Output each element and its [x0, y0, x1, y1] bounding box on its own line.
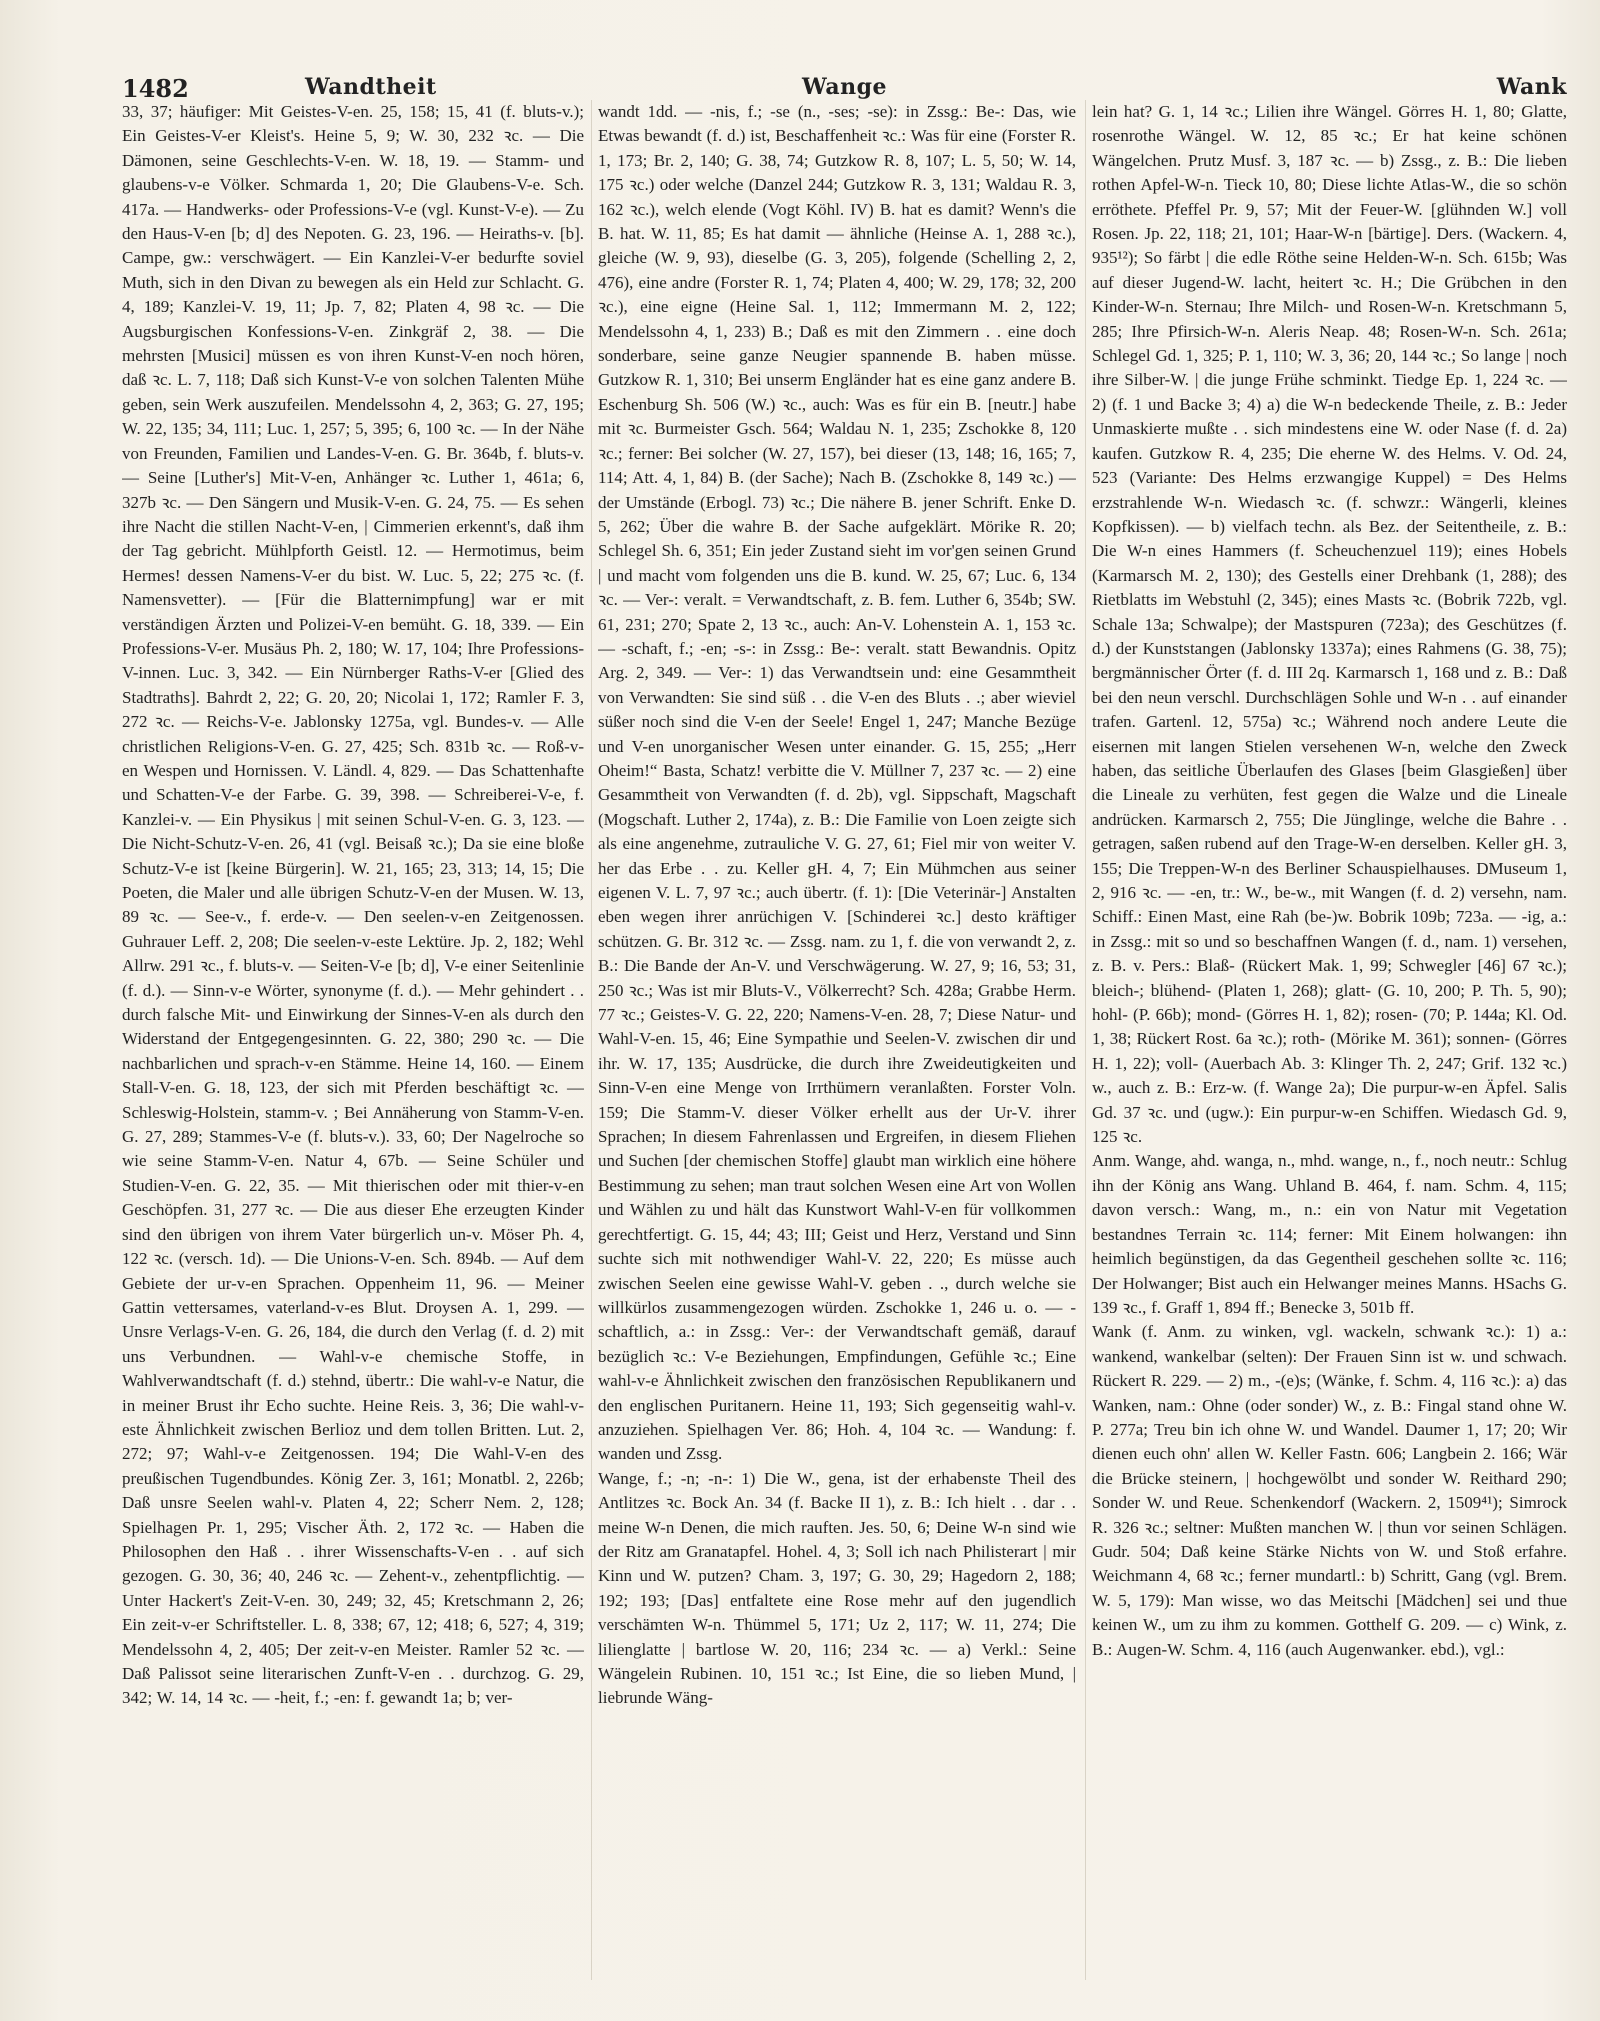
annotation-paragraph: Anm. Wange, ahd. wanga, n., mhd. wange, n., f., noch neutr.: Schlug ihn der König ans Wang. Uhland B. 464, f. nam. Schm. 4, 115; davon versch.: Wang, m., n.: ein von Natur mit Vegetation bestandnes Terrain ꝛc. 114; ferner: Mit Einem holwangen: ihn heimlich begünstigen, da das Gegentheil geschehen sollte ꝛc. 116; Der Holwanger; Bist auch ein Helwanger meines Manns. HSachs G. 139 ꝛc., f. Graff 1, 894 ff.; Benecke 3, 501b ff.: [1092, 1151, 1567, 1317]
text-column-1: [122, 100, 584, 2000]
text-column-3: [1092, 100, 1567, 2000]
entry-paragraph: 33, 37; häufiger: Mit Geistes-V-en. 25, 158; 15, 41 (f. bluts-v.); Ein Geistes-V-er Kleist's. Heine 5, 9; W. 30, 232 ꝛc. — Die Dämonen, seine Geschlechts-V-en. W. 18, 19. — Stamm- und glaubens-v-e Völker. Schmarda 1, 20; Die Glaubens-V-e. Sch. 417a. — Handwerks- oder Professions-V-e (vgl. Kunst-V-e). — Zu den Haus-V-en [b; d] des Nepoten. G. 23, 196. — Heiraths-v. [b]. Campe, gw.: verschwägert. — Ein Kanzlei-V-er bedurfte soviel Muth, sich in den Divan zu bewegen als ein Held zur Schlacht. G. 4, 189; Kanzlei-V. 19, 11; Jp. 7, 82; Platen 4, 98 ꝛc. — Die Augsburgischen Konfessions-V-en. Zinkgräf 2, 38. — Die mehrsten [Musici] müssen es von ihren Kunst-V-en noch hören, daß ꝛc. L. 7, 118; Daß sich Kunst-V-e von solchen Talenten Mühe geben, sein Werk auszufeilen. Mendelssohn 4, 2, 363; G. 27, 195; W. 22, 135; 34, 111; Luc. 1, 257; 5, 395; 6, 100 ꝛc. — In der Nähe von Freunden, Familien und Landes-V-en. G. Br. 364b, f. bluts-v. — Seine [Luther's] Mit-V-en, Anhänger ꝛc. Luther 1, 461a; 6, 327b ꝛc. — Den Sängern und Musik-V-en. G. 24, 75. — Es sehen ihre Nacht die stillen Nacht-V-en, | Cimmerien erkennt's, daß ihm der Tag gebricht. Mühlpforth Geistl. 12. — Hermotimus, beim Hermes! dessen Namens-V-er du bist. W. Luc. 5, 22; 275 ꝛc. (f. Namensvetter). — [Für die Blatternimpfung] war er mit verständigen Ärzten und Polizei-V-en bemüht. G. 18, 339. — Ein Professions-V-er. Musäus Ph. 2, 180; W. 17, 104; Ihre Professions-V-innen. Luc. 3, 342. — Ein Nürnberger Raths-V-er [Glied des Stadtraths]. Bahrdt 2, 22; G. 20, 20; Nicolai 1, 172; Ramler F. 3, 272 ꝛc. — Reichs-V-e. Jablonsky 1275a, vgl. Bundes-v. — Alle christlichen Religions-V-en. G. 27, 425; Sch. 831b ꝛc. — Roß-v-en Wespen und Hornissen. V. Ländl. 4, 829. — Das Schattenhafte und Schatten-V-e der Farbe. G. 39, 398. — Schreiberei-V-e, f. Kanzlei-v. — Ein Physikus | mit seinen Schul-V-en. G. 3, 123. — Die Nicht-Schutz-V-en. 26, 41 (vgl. Beisaß ꝛc.); Da sie eine bloße Schutz-V-e ist [keine Bürgerin]. W. 21, 165; 23, 313; 14, 15; Die Poeten, die Maler und alle übrigen Schutz-V-en der Musen. W. 13, 89 ꝛc. — See-v., f. erde-v. — Den seelen-v-en Zeitgenossen. Guhrauer Leff. 2, 208; Die seelen-v-este Lektüre. Jp. 2, 182; Wehl Allrw. 291 ꝛc., f. bluts-v. — Seiten-V-e [b; d], V-e einer Seitenlinie (f. d.). — Sinn-v-e Wörter, synonyme (f. d.). — Mehr gehindert . . durch falsche Mit- und Einwirkung der Sinnes-V-en als durch den Widerstand der Entgegengesinnten. G. 22, 380; 290 ꝛc. — Die nachbarlichen und sprach-v-en Stämme. Heine 14, 160. — Einem Stall-V-en. G. 18, 123, der sich mit Pferden beschäftigt ꝛc. — Schleswig-Holstein, stamm-v. ; Bei Annäherung von Stamm-V-en. G. 27, 289; Stammes-V-e (f. bluts-v.). 33, 60; Der Nagelroche so wie seine Stamm-V-en. Natur 4, 67b. — Seine Schüler und Studien-V-en. G. 22, 35. — Mit thierischen oder mit thier-v-en Geschöpfen. 31, 277 ꝛc. — Die aus dieser Ehe erzeugten Kinder sind den übrigen von ihrem Vater bürgerlich un-v. Möser Ph. 4, 122 ꝛc. (versch. 1d). — Die Unions-V-en. Sch. 894b. — Auf dem Gebiete der ur-v-en Sprachen. Oppenheim 11, 96. — Meiner Gattin vettersames, vaterland-v-es Blut. Droysen A. 1, 299. — Unsre Verlags-V-en. G. 26, 184, die durch den Verlag (f. d. 2) mit uns Verbundnen. — Wahl-v-e chemische Stoffe, in Wahlverwandtschaft (f. d.) stehnd, übertr.: Die wahl-v-e Natur, die in meiner Brust ihr Echo suchte. Heine Reis. 3, 36; Die wahl-v-este Ähnlichkeit zwischen Berlioz und dem tollen Britten. Lut. 2, 272; 97; Wahl-v-e Zeitgenossen. 194; Die Wahl-V-en des preußischen Tugendbundes. König Zer. 3, 161; Monatbl. 2, 226b; Daß unsre Seelen wahl-v. Platen 4, 22; Scherr Nem. 2, 128; Spielhagen Pr. 1, 295; Vischer Äth. 2, 172 ꝛc. — Haben die Philosophen den Haß . . ihrer Wissenschafts-V-en . . auf sich gezogen. G. 30, 36; 40, 246 ꝛc. — Zehent-v., zehentpflichtig. — Unter Hackert's Zeit-V-en. 30, 249; 32, 45; Kretschmann 2, 26; Ein zeit-v-er Schriftsteller. L. 8, 338; 67, 12; 418; 6, 527; 4, 319; Mendelssohn 4, 2, 405; Der zeit-v-en Meister. Ramler 52 ꝛc. — Daß Palissot seine literarischen Zunft-V-en . . durchzog. G. 29, 342; W. 14, 14 ꝛc. — -heit, f.; -en: f. gewandt 1a; b; ver-: [122, 102, 584, 1708]
guide-word-center: Wange: [802, 74, 887, 100]
page-header: [122, 62, 1567, 102]
entry-paragraph: lein hat? G. 1, 14 ꝛc.; Lilien ihre Wängel. Görres H. 1, 80; Glatte, rosenrothe Wängel. W. 12, 85 ꝛc.; Er hat keine schönen Wängelchen. Prutz Musf. 3, 187 ꝛc. — b) Zssg., z. B.: Die lieben rothen Apfel-W-n. Tieck 10, 80; Diese lichte Atlas-W., die so schön erröthete. Pfeffel Pr. 9, 57; Mit der Feuer-W. [glühnden W.] voll Rosen. Jp. 22, 118; 21, 101; Haar-W-n [bärtige]. Ders. (Wackern. 4, 935¹²); So färbt | die edle Röthe seine Helden-W-n. Sch. 615b; Was auf dieser Jugend-W. lacht, heitert ꝛc. H.; Die Grübchen in den Kinder-W-n. Sternau; Ihre Milch- und Rosen-W-n. Kretschmann 5, 285; Ihre Pfirsich-W-n. Aleris Neap. 48; Rosen-W-n. Sch. 261a; Schlegel Gd. 1, 325; P. 1, 110; W. 3, 36; 20, 144 ꝛc.; So lange | noch ihre Silber-W. | die junge Frühe schminkt. Tiedge Ep. 1, 224 ꝛc. — 2) (f. 1 und Backe 3; 4) a) die W-n bedeckende Theile, z. B.: Jeder Unmaskierte mußte . . sich mindestens eine W. oder Nase (f. d. 2a) kaufen. Gutzkow R. 4, 235; Die eherne W. des Helms. V. Od. 24, 523 (Variante: Des Helms erzwangige Kuppel) = Des Helms erzstrahlende W-n. Wiedasch ꝛc. (f. schwzr.: Wängerli, kleines Kopfkissen). — b) vielfach techn. als Bez. der Seitentheile, z. B.: Die W-n eines Hammers (f. Scheuchenzuel 119); eines Hobels (Karmarsch M. 2, 130); des Gestells einer Drehbank (1, 288); des Rietblatts im Webstuhl (2, 345); eines Masts ꝛc. (Bobrik 722b, vgl. Schale 13a; Schwalpe); der Mastspuren (723a); des Geschützes (f. d.) der Kunststangen (Jablonsky 1337a); eines Rahmens (G. 38, 75); bergmännischer Örter (f. d. III 2q. Karmarsch 1, 168 und z. B.: Daß bei den neun verschl. Durchschlägen Sohle und W-n . . auf einander trafen. Gartenl. 12, 575a) ꝛc.; Während noch andere Leute die eisernen mit langen Stielen versehenen W-n, welche den Zweck haben, das seitliche Überlaufen des Glases [beim Glasgießen] über die Lineale zu verhüten, fest gegen die Walze und die Lineale andrücken. Karmarsch 2, 755; Die Jünglinge, welche die Bahre . . getragen, saßen rubend auf den Trage-W-en derselben. Keller gH. 3, 155; Die Treppen-W-n des Berliner Schauspielhauses. DMuseum 1, 2, 916 ꝛc. — -en, tr.: W., be-w., mit Wangen (f. d. 2) versehn, nam. Schiff.: Einen Mast, eine Rah (be-)w. Bobrik 109b; 723a. — -ig, a.: in Zssg.: mit so und so beschaffnen Wangen (f. d., nam. 1) versehen, z. B. v. Pers.: Blaß- (Rückert Mak. 1, 99; Schwegler [46] 67 ꝛc.); bleich-; blühend- (Platen 1, 268); glatt- (G. 10, 200; P. Th. 5, 90); hohl- (P. 66b); mond- (Görres H. 1, 82); rosen- (70; P. 144a; Kl. Od. 1, 38; Rückert Rost. 6a ꝛc.); roth- (Mörike M. 361); sonnen- (Görres H. 1, 22); voll- (Auerbach Ab. 3: Klinger Th. 2, 247; Grif. 132 ꝛc.) w., auch z. B.: Erz-w. (f. Wange 2a); Die purpur-w-en Äpfel. Salis Gd. 37 ꝛc. und (ugw.): Ein purpur-w-en Schiffen. Wiedasch Gd. 9, 125 ꝛc.: [1092, 102, 1567, 1147]
entry-paragraph: wandt 1dd. — -nis, f.; -se (n., -ses; -se): in Zssg.: Be-: Das, wie Etwas bewandt (f. d.) ist, Beschaffenheit ꝛc.: Was für eine (Forster R. 1, 173; Br. 2, 140; G. 38, 74; Gutzkow R. 8, 107; L. 5, 50; W. 14, 175 ꝛc.) oder welche (Danzel 244; Gutzkow R. 3, 131; Waldau R. 3, 162 ꝛc.), welch elende (Vogt Köhl. IV) B. hat es damit? Wenn's die B. hat. W. 11, 85; Es hat damit — ähnliche (Heinse A. 1, 288 ꝛc.), gleiche (W. 9, 93), dieselbe (G. 3, 205), folgende (Schelling 2, 2, 476), eine andre (Forster R. 1, 74; Platen 4, 400; W. 29, 178; 32, 200 ꝛc.), eine eigne (Heine Sal. 1, 112; Immermann M. 2, 122; Mendelssohn 4, 1, 233) B.; Daß es mit den Zimmern . . eine doch sonderbare, seine ganze Neugier spannende B. haben müsse. Gutzkow R. 1, 310; Bei unserm Engländer hat es eine ganz andere B. Eschenburg Sh. 506 (W.) ꝛc., auch: Was es für ein B. [neutr.] habe mit ꝛc. Burmeister Gsch. 564; Waldau N. 1, 235; Zschokke 8, 120 ꝛc.; ferner: Bei solcher (W. 27, 157), bei dieser (13, 148; 16, 165; 7, 114; Att. 4, 1, 84) B. (der Sache); Nach B. (Zschokke 8, 149 ꝛc.) — der Umstände (Erbogl. 73) ꝛc.; Die nähere B. jener Schrift. Enke D. 5, 262; Über die wahre B. der Sache aufgeklärt. Mörike R. 20; Schlegel Sh. 6, 351; Ein jeder Zustand sieht im vor'gen seinen Grund | und macht vom folgenden uns die B. kund. W. 25, 67; Luc. 6, 134 ꝛc. — Ver-: veralt. = Verwandtschaft, z. B. fem. Luther 6, 354b; SW. 61, 231; 270; Spate 2, 13 ꝛc., auch: An-V. Lohenstein A. 1, 153 ꝛc. — -schaft, f.; -en; -s-: in Zssg.: Be-: veralt. statt Bewandnis. Opitz Arg. 2, 349. — Ver-: 1) das Verwandtsein und: eine Gesammtheit von Verwandten: Sie sind süß . . die V-en des Bluts . .; aber wieviel süßer noch sind die V-en der Seele! Engel 1, 247; Manche Bezüge und V-en unorganischer Wesen unter einander. G. 15, 255; „Herr Oheim!“ Basta, Schatz! verbitte die V. Müllner 7, 237 ꝛc. — 2) eine Gesammtheit von Verwandten (f. d. 2b), vgl. Sippschaft, Magschaft (Mogschaft. Luther 2, 174a), z. B.: Die Familie von Loen zeigte sich als eine angenehme, zutrauliche V. G. 27, 61; Fiel mir von weiter V. her das Erbe . . zu. Keller gH. 4, 7; Ein Mühmchen aus seiner eigenen V. L. 7, 97 ꝛc.; auch übertr. (f. 1): [Die Veterinär-] Anstalten eben wegen ihrer anrüchigen V. [Schinderei ꝛc.] desto kräftiger schützen. G. Br. 312 ꝛc. — Zssg. nam. zu 1, f. die von verwandt 2, z. B.: Die Bande der An-V. und Verschwägerung. W. 27, 9; 16, 53; 31, 250 ꝛc.; Was ist mir Bluts-V., Völkerrecht? Sch. 428a; Grabbe Herm. 77 ꝛc.; Geistes-V. G. 22, 220; Namens-V-en. 28, 7; Diese Natur- und Wahl-V-en. 15, 46; Eine Sympathie und Seelen-V. zwischen dir und ihr. W. 17, 135; Ausdrücke, die durch ihre Zweideutigkeiten und Sinn-V-en eine Menge von Irrthümern veranlaßten. Forster Voln. 159; Die Stamm-V. dieser Völker erhellt aus der Ur-V. ihrer Sprachen; In diesem Fahrenlassen und Ergreifen, in diesem Fliehen und Suchen [der chemischen Stoffe] glaubt man wirklich eine höhere Bestimmung zu sehen; man traut solchen Wesen eine Art von Wollen und Wählen zu und hält das Kunstwort Wahl-V-en für vollkommen gerechtfertigt. G. 15, 44; 43; III; Geist und Herz, Verstand und Sinn suchte sich mit nothwendiger Wahl-V. 22, 220; Es müsse auch zwischen Seelen eine gewisse Wahl-V. geben . ., durch welche sie willkürlos zusammengezogen würden. Zschokke 1, 246 u. o. — -schaftlich, a.: in Zssg.: Ver-: der Verwandtschaft gemäß, darauf bezüglich ꝛc.: V-e Beziehungen, Empfindungen, Gefühle ꝛc.; Eine wahl-v-e Ähnlichkeit zwischen den französischen Republikanern und den englischen Puritanern. Heine 11, 193; Sich gegenseitig wahl-v. anzuziehen. Spielhagen Ver. 86; Hoh. 4, 104 ꝛc. — Wandung: f. wanden und Zssg.: [598, 102, 1076, 1464]
entry-paragraph-wange: Wange, f.; -n; -n-: 1) Die W., gena, ist der erhabenste Theil des Antlitzes ꝛc. Bock An. 34 (f. Backe II 1), z. B.: Ich hielt . . dar . . meine W-n Denen, die mich rauften. Jes. 50, 6; Deine W-n sind wie der Ritz am Granatapfel. Hohel. 4, 3; Soll ich nach Philisterart | mir Kinn und W. putzen? Cham. 3, 197; G. 30, 29; Hagedorn 2, 188; 192; 193; [Das] entfaltete eine Rose mehr auf den jugendlich verschämten W-n. Thümmel 5, 171; Uz 2, 117; W. 11, 274; Die lilienglatte | bartlose W. 20, 116; 234 ꝛc. — a) Verkl.: Seine Wängelein Rubinen. 10, 151 ꝛc.; Ist Eine, die so lieben Mund, | liebrunde Wäng-: [598, 1468, 1076, 1708]
guide-word-left: Wandtheit: [305, 74, 437, 100]
column-divider: [1085, 100, 1086, 1980]
column-divider: [591, 100, 592, 1980]
entry-paragraph-wank: Wank (f. Anm. zu winken, vgl. wackeln, schwank ꝛc.): 1) a.: wankend, wankelbar (selten): Der Frauen Sinn ist w. und schwach. Rückert R. 229. — 2) m., -(e)s; (Wänke, f. Schm. 4, 116 ꝛc.): a) das Wanken, nam.: Ohne (oder sonder) W., z. B.: Fingal stand ohne W. P. 277a; Treu bin ich ohne W. und Wandel. Daumer 1, 17; 20; Wir dienen euch ohn' allen W. Keller Fastn. 606; Langbein 2. 166; Wär die Brücke steinern, | hochgewölbt und sonder W. Reithard 290; Sonder W. und Reue. Schenkendorf (Wackern. 2, 1509⁴¹); Simrock R. 326 ꝛc.; seltner: Mußten manchen W. | thun vor seinen Schlägen. Gudr. 504; Daß keine Stärke Nichts von W. und Stoß erfahre. Weichmann 4, 68 ꝛc.; ferner mundartl.: b) Schritt, Gang (vgl. Brem. W. 5, 179): Man wisse, wo das Meitschi [Mädchen] sei und thue keinen W., um zu ihm zu kommen. Gotthelf G. 209. — c) Wink, z. B.: Augen-W. Schm. 4, 116 (auch Augenwanker. ebd.), vgl.:: [1092, 1322, 1567, 1659]
guide-word-right: Wank: [1496, 74, 1567, 100]
text-column-2: [598, 100, 1076, 2000]
page-number: 1482: [122, 74, 189, 103]
